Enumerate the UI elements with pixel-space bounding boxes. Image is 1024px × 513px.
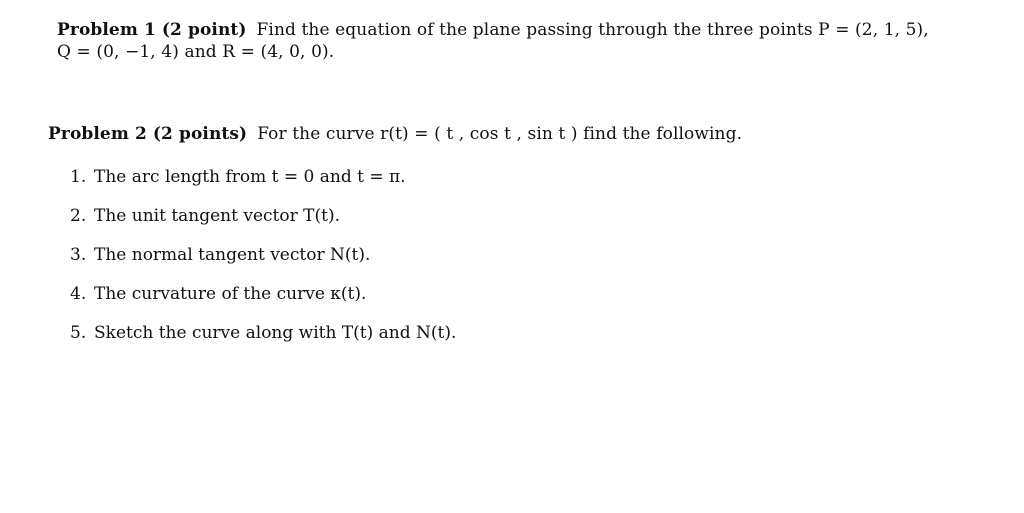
problem-1-line-1: Find the equation of the plane passing through the three points P = (2, 1, 5), xyxy=(256,20,929,40)
problem-2 xyxy=(48,123,968,145)
problem-1 xyxy=(57,19,957,63)
list-item xyxy=(70,322,770,361)
list-item xyxy=(70,205,770,244)
list-item xyxy=(70,283,770,322)
list-item-text: The unit tangent vector T(t). xyxy=(94,206,340,226)
problem-1-line-2: Q = (0, −1, 4) and R = (4, 0, 0). xyxy=(57,42,335,62)
problem-2-intro: For the curve r(t) = ( t , cos t , sin t ) find the following. xyxy=(257,124,743,144)
list-item-number: 2. xyxy=(70,206,87,226)
list-item xyxy=(70,244,770,283)
list-item-text: The curvature of the curve κ(t). xyxy=(94,284,367,304)
problem-2-list xyxy=(70,166,770,361)
list-item xyxy=(70,166,770,205)
list-item-number: 3. xyxy=(70,245,87,265)
list-item-number: 5. xyxy=(70,323,87,343)
problem-2-heading: Problem 2 (2 points) xyxy=(48,124,248,144)
list-item-number: 4. xyxy=(70,284,87,304)
problem-1-heading: Problem 1 (2 point) xyxy=(57,20,247,40)
list-item-number: 1. xyxy=(70,167,87,187)
list-item-text: The arc length from t = 0 and t = π. xyxy=(94,167,406,187)
list-item-text: The normal tangent vector N(t). xyxy=(94,245,371,265)
list-item-text: Sketch the curve along with T(t) and N(t). xyxy=(94,323,457,343)
